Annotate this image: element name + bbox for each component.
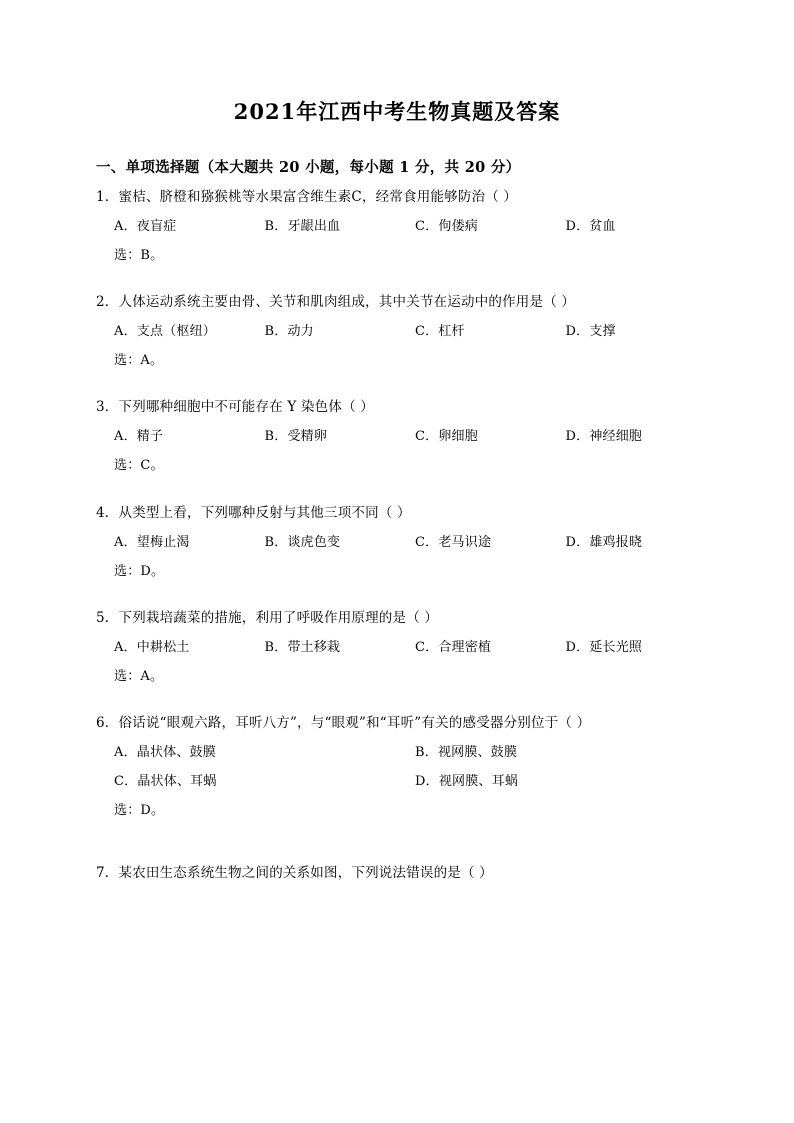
question-stem: 1．蜜桔、脐橙和猕猴桃等水果富含维生素C，经常食用能够防治（ ） (96, 189, 518, 205)
question-stem: 7．某农田生态系统生物之间的关系如图，下列说法错误的是（ ） (96, 865, 493, 882)
question-item (96, 608, 698, 687)
option-d[interactable]: D．视网膜、耳蜗 (415, 774, 519, 790)
option-d[interactable]: D．延长光照 (565, 639, 643, 655)
question-answer: 选：A。 (114, 353, 164, 369)
question-options (96, 427, 698, 447)
option-b[interactable]: B．带土移栽 (264, 639, 341, 655)
question-stem: 6．俗话说“眼观六路，耳听八方”，与“眼观”和“耳听”有关的感受器分别位于（ ） (96, 715, 591, 732)
question-item (96, 713, 698, 821)
option-d[interactable]: D．支撑 (565, 324, 616, 340)
question-answer: 选：D。 (114, 563, 165, 579)
question-item (96, 292, 698, 371)
option-c[interactable]: C．杠杆 (415, 324, 465, 340)
option-a[interactable]: A．中耕松土 (114, 639, 190, 655)
question-options (96, 322, 698, 342)
question-item (96, 397, 698, 476)
option-a[interactable]: A．精子 (114, 429, 164, 445)
question-item (96, 863, 698, 884)
question-answer: 选：B。 (114, 248, 164, 264)
option-d[interactable]: D．雄鸡报晓 (565, 534, 643, 550)
option-b[interactable]: B．谈虎色变 (264, 534, 341, 550)
section-heading: 一、单项选择题（本大题共 20 小题，每小题 1 分，共 20 分） (96, 159, 521, 176)
option-b[interactable]: B．受精卵 (264, 429, 328, 445)
option-d[interactable]: D．神经细胞 (565, 429, 643, 445)
option-c[interactable]: C．老马识途 (415, 534, 492, 550)
question-options (96, 743, 698, 763)
question-stem: 5．下列栽培蔬菜的措施，利用了呼吸作用原理的是（ ） (96, 609, 439, 626)
question-answer: 选：C。 (114, 458, 164, 474)
question-item (96, 503, 698, 582)
question-item (96, 187, 698, 266)
option-a[interactable]: A．夜盲症 (114, 218, 177, 234)
option-b[interactable]: B．动力 (264, 324, 314, 340)
option-d[interactable]: D．贫血 (565, 218, 616, 234)
option-c[interactable]: C．合理密植 (415, 639, 492, 655)
option-b[interactable]: B．视网膜、鼓膜 (415, 744, 518, 760)
question-answer: 选：D。 (114, 803, 165, 819)
option-a[interactable]: A．望梅止渴 (114, 534, 190, 550)
option-b[interactable]: B．牙龈出血 (264, 218, 341, 234)
question-stem: 2．人体运动系统主要由骨、关节和肌肉组成，其中关节在运动中的作用是（ ） (96, 294, 576, 311)
question-stem: 4．从类型上看，下列哪种反射与其他三项不同（ ） (96, 504, 411, 521)
question-options (96, 217, 698, 237)
question-options (96, 772, 698, 792)
option-c[interactable]: C．晶状体、耳蜗 (114, 774, 217, 790)
option-a[interactable]: A．支点（枢纽） (114, 324, 216, 340)
question-stem: 3．下列哪种细胞中不可能存在 Y 染色体（ ） (96, 399, 374, 416)
spacer (96, 847, 698, 863)
question-answer: 选：A。 (114, 668, 164, 684)
option-c[interactable]: C．佝偻病 (415, 218, 478, 234)
option-a[interactable]: A．晶状体、鼓膜 (114, 744, 216, 760)
option-c[interactable]: C．卵细胞 (415, 429, 478, 445)
question-options (96, 533, 698, 553)
page-title: 2021年江西中考生物真题及答案 (233, 99, 561, 124)
question-options (96, 638, 698, 658)
